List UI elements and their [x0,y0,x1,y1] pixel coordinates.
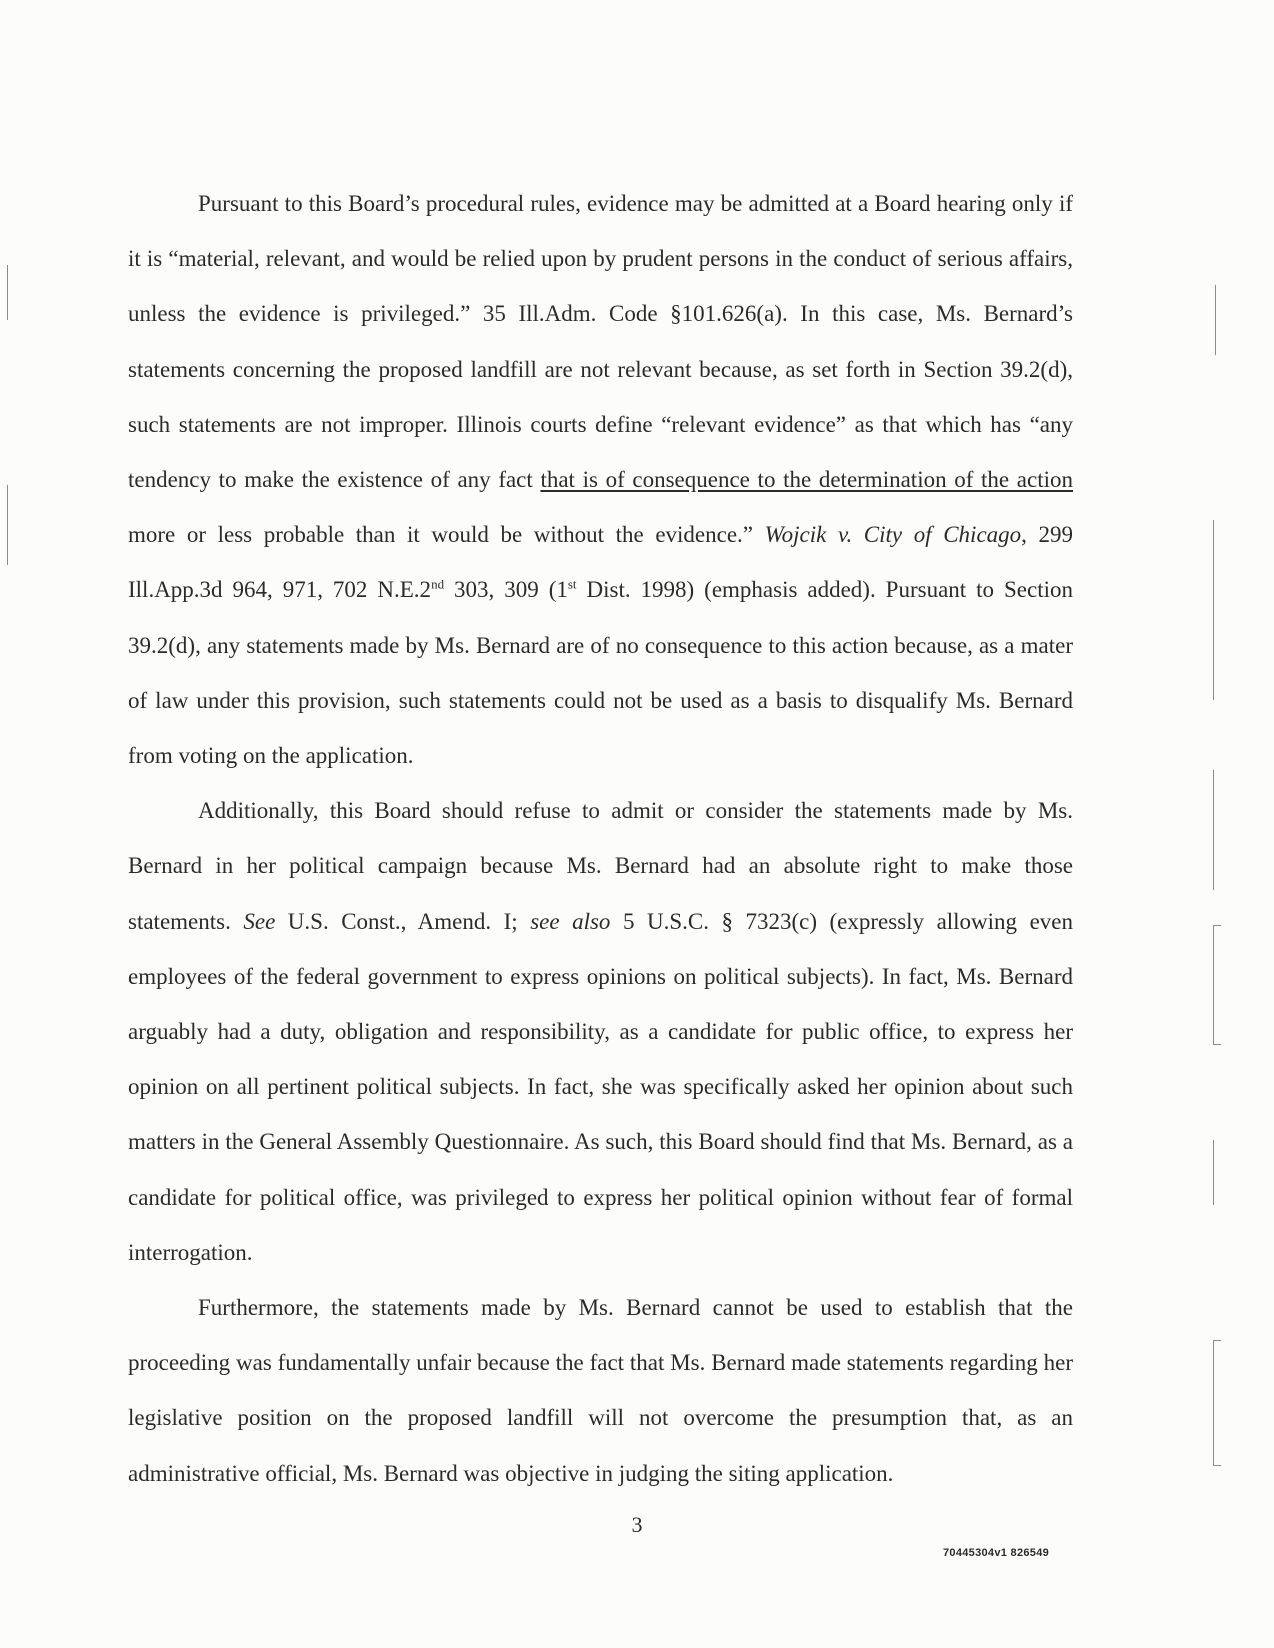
text-segment: Dist. 1998) (emphasis added). Pursuant to Section 39.2(d), any statements made by Ms. Bernard are of no consequence to this action because, as a mater of law under this provision, such statements could not be used as a basis to disqualify Ms. Bernard from voting on the application. [128,577,1073,769]
paragraph-first-amendment [128,783,1073,1280]
page-number: 3 [631,1512,643,1537]
paragraph-relevance [128,176,1073,783]
superscript: st [567,576,577,592]
scan-artifact [1213,1340,1221,1341]
superscript: nd [431,576,445,592]
paragraph-fairness [128,1280,1073,1501]
scan-artifact [1213,1465,1221,1466]
underlined-emphasis: that is of consequence to the determination of the action [540,467,1073,493]
signal-see: See [243,908,276,934]
scan-artifact [1213,770,1214,890]
body-text [128,176,1073,1501]
scan-artifact [7,265,8,320]
document-id: 70445304v1 826549 [943,1547,1050,1559]
signal-see-also: see also [530,908,611,934]
scan-artifact [1213,1340,1214,1465]
scan-artifact [1213,1044,1221,1045]
scan-artifact [1213,1140,1214,1205]
text-segment: more or less probable than it would be without the evidence.” [128,522,765,548]
text-segment: Pursuant to this Board’s procedural rules, evidence may be admitted at a Board hearing only if it is “material, relevant, and would be relied upon by prudent persons in the conduct of serious affairs, unless the evidence is privileged.” 35 Ill.Adm. Code §101.626(a). In this case, Ms. Bernard’s statements concerning the proposed landfill are not relevant because, as set forth in Section 39.2(d), such statements are not improper. Illinois courts define “relevant evidence” as that which has “any tendency to make the existence of any fact [128,191,1073,493]
case-citation: Wojcik v. City of Chicago [764,522,1022,548]
scan-artifact [1213,520,1214,700]
text-segment: Additionally, this Board should refuse to admit or consider the statements made by Ms. Bernard in her political campaign because Ms. Bernard had an absolute right to make those statements. [128,798,1073,934]
text-segment: 303, 309 (1 [444,577,568,603]
scan-artifact [7,485,8,565]
text-segment: , 299 Ill.App.3d 964, 971, 702 N.E.2 [128,522,1074,603]
text-segment: U.S. Const., Amend. I; [275,908,531,934]
scan-artifact [1213,925,1214,1045]
scan-artifact [1213,925,1221,926]
text-segment: 5 U.S.C. § 7323(c) (expressly allowing even employees of the federal government to express opinions on political subjects). In fact, Ms. Bernard arguably had a duty, obligation and responsibility, as a candidate for public office, to express her opinion on all pertinent political subjects. In fact, she was specifically asked her opinion about such matters in the General Assembly Questionnaire. As such, this Board should find that Ms. Bernard, as a candidate for political office, was privileged to express her political opinion without fear of formal interrogation. [128,908,1073,1265]
text-segment: Furthermore, the statements made by Ms. Bernard cannot be used to establish that the proceeding was fundamentally unfair because the fact that Ms. Bernard made statements regarding her legislative position on the proposed landfill will not overcome the presumption that, as an administrative official, Ms. Bernard was objective in judging the siting application. [128,1295,1073,1486]
scan-artifact [1215,285,1216,355]
